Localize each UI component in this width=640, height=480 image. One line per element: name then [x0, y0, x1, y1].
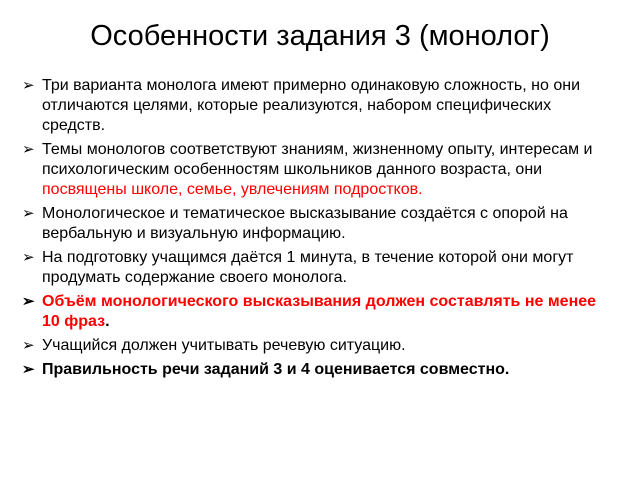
check-arrow-icon: ➢	[22, 205, 35, 222]
list-item	[22, 204, 612, 244]
list-item	[22, 140, 612, 200]
bullet-text: Учащийся должен учитывать речевую ситуацию.	[42, 337, 406, 354]
check-arrow-icon: ➢	[22, 337, 35, 354]
bullet-highlight: посвящены школе, семье, увлечениям подростков.	[42, 181, 423, 198]
list-item	[22, 248, 612, 288]
bullet-text: Правильность речи заданий 3 и 4 оценивается совместно.	[42, 361, 510, 378]
check-arrow-icon: ➢	[22, 293, 35, 310]
list-item	[22, 76, 612, 136]
bullet-text: Монологическое и тематическое высказывание создаётся с опорой на вербальную и визуальную информацию.	[42, 205, 568, 242]
bullet-text: Темы монологов соответствуют знаниям, жизненному опыту, интересам и психологическим особенностям школьников данного возраста, они	[42, 141, 593, 178]
bullet-highlight: Объём монологического высказывания должен составлять не менее 10 фраз	[42, 293, 597, 330]
list-item	[22, 292, 612, 332]
bullet-text: .	[105, 313, 110, 330]
check-arrow-icon: ➢	[22, 249, 35, 266]
bullet-text: На подготовку учащимся даётся 1 минута, в течение которой они могут продумать содержание своего монолога.	[42, 249, 574, 286]
slide-title: Особенности задания 3 (монолог)	[90, 20, 550, 52]
list-item	[22, 360, 612, 380]
check-arrow-icon: ➢	[22, 77, 35, 94]
bullet-list	[22, 76, 612, 384]
check-arrow-icon: ➢	[22, 361, 35, 378]
list-item	[22, 336, 612, 356]
bullet-text: Три варианта монолога имеют примерно одинаковую сложность, но они отличаются целями, которые реализуются, набором специфических средств.	[42, 77, 580, 134]
check-arrow-icon: ➢	[22, 141, 35, 158]
